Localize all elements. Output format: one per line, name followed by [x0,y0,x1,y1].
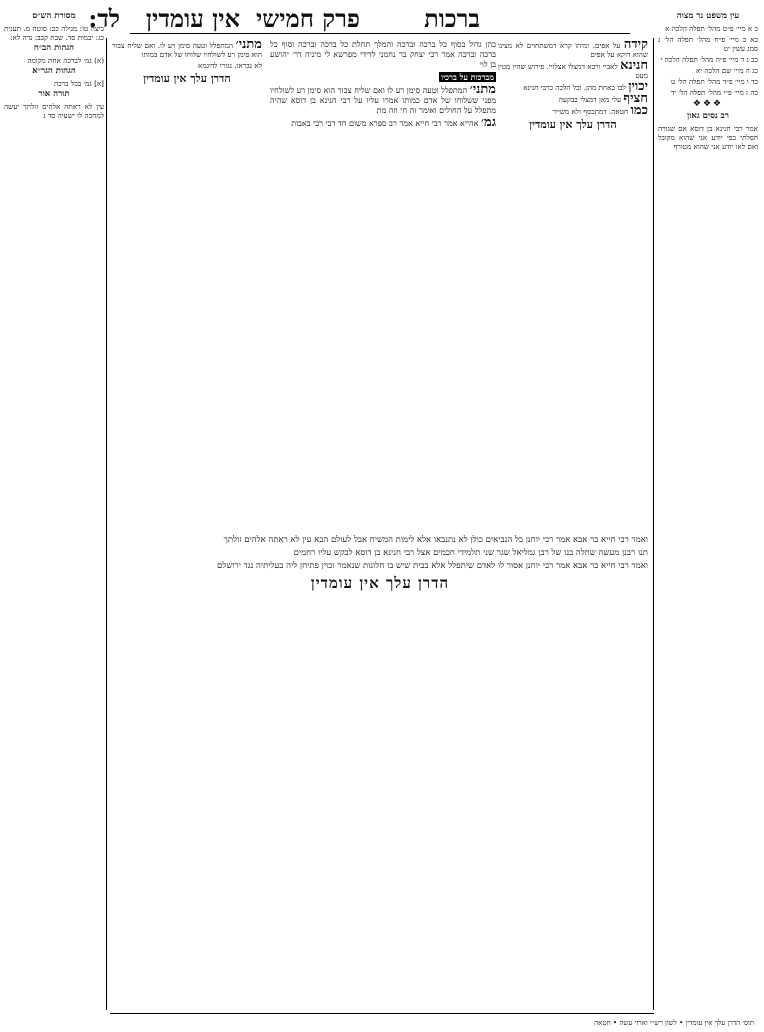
tractate-name: ברכות [424,4,480,33]
tosafot-text: עלי מאן דמצלי בבקעה [558,95,622,104]
gemara-lower [112,535,648,975]
gemara-upper [270,40,496,530]
gemara-text: כהן גדול בסוף כל ברכה וברכה והמלך תחלת כל ברכה וברכה וסוף כל ברכה וברכה אמר רבי יצחק בר נחמני לדידי מפרשא לי מיניה דר׳ יהושע בן לוי [270,40,496,69]
gemara-text: תנו רבנן מעשה שחלה בנו של רבן גמליאל שגר שני תלמידי חכמים אצל רבי חנינא בן דוסא לבקש עליו רחמים [293,548,648,558]
hagahot-bach-text: (א) גמ׳ לברכה אחת מקומה [27,56,104,65]
gemara-text: ואמר רבי חייא בר אבא אמר רבי יוחנן אסור לו לאדם שיתפלל אלא בבית שיש בו חלונות שנאמר וכוין פתיחן ליה בעליתיה נגד ירושלם [217,561,648,571]
header-rule [130,33,630,34]
gemara-marker: גמ׳ [481,115,496,130]
masoret-heading: מסורת הש״ס [32,11,76,21]
column-divider [106,38,107,1010]
hagahot-gra-heading: הגהות הגר״א [32,66,76,76]
footer-rule [110,1013,654,1014]
hagahot-gra-text: [א] גמ׳ בכל ברכה [53,79,104,88]
tosafot-column [498,40,648,480]
ein-mishpat-column [658,10,758,710]
tosafot-dibbur: חנינא [620,58,648,73]
rashi-hadran: הדרן עלך אין עומדין [143,72,231,85]
mishna-marker: מתני׳ [469,82,496,97]
ein-mishpat-entry: כב ג ד מיי׳ פ״ה מהל׳ תפלה הלכה י [660,55,758,64]
ein-mishpat-entry: כג ה מיי׳ שם הלכה יא [695,66,758,75]
ein-mishpat-heading: עין משפט נר מצוה [676,11,740,21]
tosafot-dibbur: כמו [630,103,648,118]
torah-or-text: עין לא ראתה אלהים זולתך יעשה למחכה לו ישעיה סד ג [4,102,104,120]
tosafot-text: על אפים. ומיהו קרא דמשתחוים לא מצינו שהוא דוקא על אפים [498,41,648,59]
divider-ornament: ❖❖❖ [692,99,724,109]
hagahot-bach-heading: הגהות הב״ח [33,43,75,53]
rashi-column [112,40,262,530]
gemara-text: אהייא אמר רבי חייא אמר רב ספרא משום חד דבי רבי באבות [291,119,479,128]
rav-nissim-heading: רב נסים גאון [687,111,729,121]
mishna-text: המתפלל וטעה סימן רע לו ואם שליח צבור הוא סימן רע לשולחיו מפני ששלוחו של אדם כמותו אמרו עליו על רבי חנינא בן דוסא שהיה מתפלל על החולים ואומר זה חי וזה מת [270,86,496,115]
chapter-title: אין עומדין [145,4,240,33]
boxed-phrase: מברכות על ברכיו [440,72,494,82]
page-label: לד: [88,4,120,33]
torah-or-heading: תורה אור [38,89,70,99]
tosafot-hadran: הדרן עלך אין עומדין [529,118,617,131]
page-footer: תוס׳ הדרן עלך אין עומדין • לשון רש״י וארזי עשה • חטאה [594,1019,754,1027]
rashi-note: לא נבראו. נגזרו לדוגמא [198,61,262,70]
rav-nissim-text: אמר רבי חנינא בן דוסא אם שגורה תפלתי בפי יודע אני שהוא מקובל ואם לאו יודע אני שהוא מטורף [658,124,758,151]
masoret-text: ביצה טו: מגילה כב: סוטה מ. תענית כג: יבמות סד. שבת קכב: נדה לא: [4,24,104,42]
tosafot-dibbur: יכוין [628,79,648,94]
rashi-opening-word: מתני׳ [235,40,262,52]
ein-mishpat-entry: כד ו מיי׳ פ״ד מהל׳ תפלה הל׳ ט [670,77,758,86]
tosafot-text: לאביי ורבא דמצלו אצלויי. פירוש שהיו מטין מעט [498,62,648,80]
page-header [88,4,630,34]
ein-mishpat-entry: כ א מיי׳ פ״ט מהל׳ תפלה הלכה א [665,24,758,33]
tosafot-dibbur: חציף [623,91,648,106]
tosafot-opening-word: קידה [623,40,648,52]
gemara-hadran: הדרן עלך אין עומדין [310,574,450,592]
tosafot-text: חטאה. דמתכסף ולא משייר [552,107,629,116]
tosafot-text: לבו באחת מהן. וכל הלכה כרבי חנינא [523,83,626,92]
rashi-text: המתפלל וטעה סימן רע לו. ואם שליח צבור הוא סימן רע לשולחיו שלוחו של אדם כמותו [112,41,262,59]
left-margin-column [4,10,104,1000]
ein-mishpat-entry: כא ב מיי׳ פ״ח מהל׳ תפלה הל׳ ג סמג עשין יט [658,35,758,53]
column-divider [653,38,654,1010]
chapter-name: פרק חמישי [255,4,360,33]
gemara-text: ואמר רבי חייא בר אבא אמר רבי יוחנן כל הנביאים כולן לא נתנבאו אלא לימות המשיח אבל לעולם הבא עין לא ראתה אלהים זולתך [223,535,648,545]
ein-mishpat-entry: כה ז מיי׳ פ״י מהל׳ תפלה הל׳ יד [670,88,758,97]
